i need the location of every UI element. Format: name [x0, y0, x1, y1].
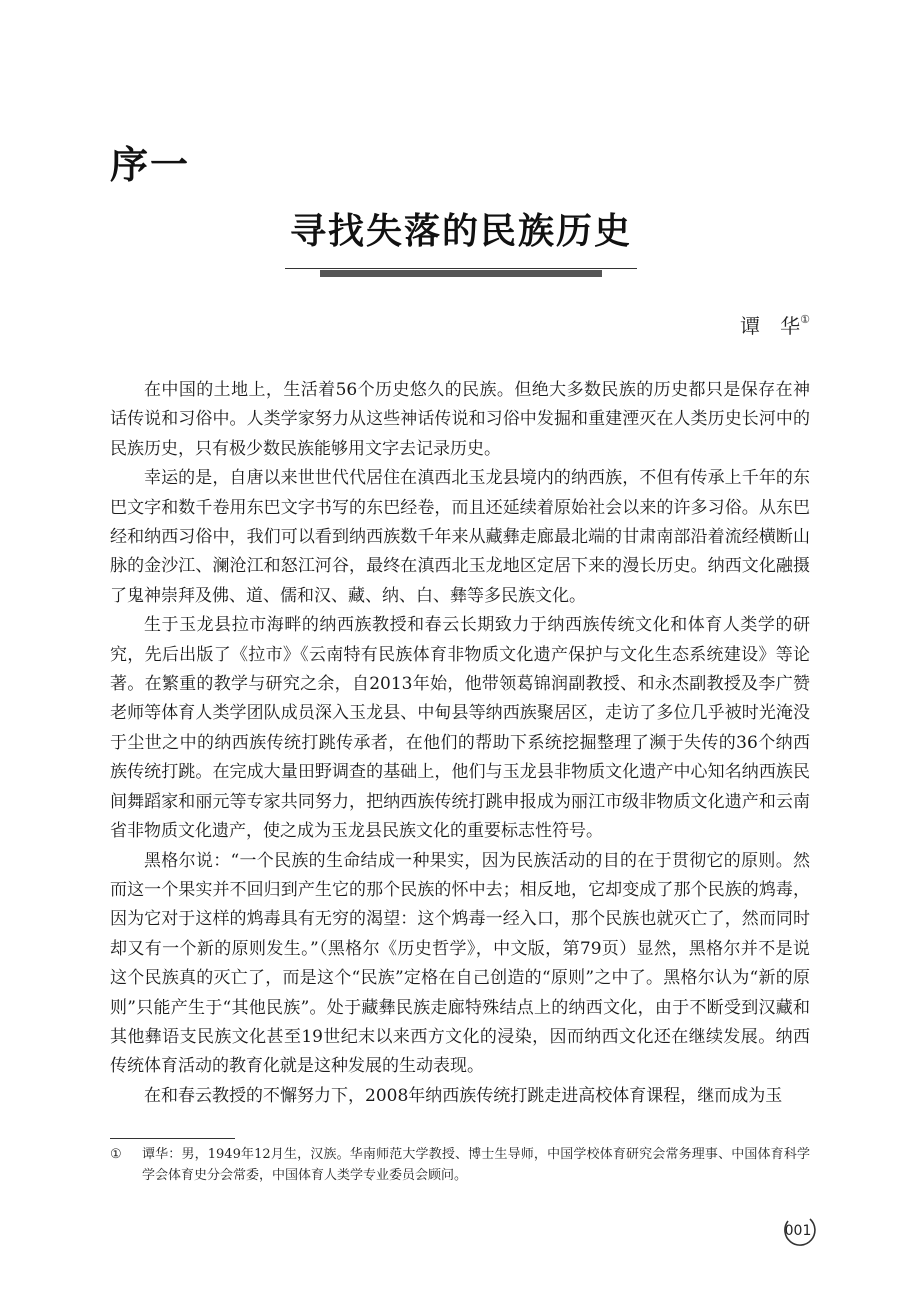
footnote-mark: ① — [110, 1147, 122, 1162]
paragraph: 在和春云教授的不懈努力下，2008年纳西族传统打跳走进高校体育课程，继而成为玉 — [144, 1085, 783, 1106]
footnote-divider — [110, 1138, 235, 1139]
footnote — [110, 1144, 810, 1186]
paragraph: 幸运的是，自唐以来世世代代居住在滇西北玉龙县境内的纳西族，不但有传承上千年的东巴文字和数千卷用东巴文字书写的东巴经卷，而且还延续着原始社会以来的许多习俗。从东巴经和纳西习俗中，我们可以看到纳西族数千年来从藏彝走廊最北端的甘肃南部沿着流经横断山脉的金沙江、澜沧江和怒江河谷，最终在滇西北玉龙地区定居下来的漫长历史。纳西文化融摄了鬼神崇拜及佛、道、儒和汉、藏、纳、白、彝等多民族文化。 — [110, 468, 810, 606]
body-text — [110, 376, 810, 1111]
footnote-text: 谭华：男，1949年12月生，汉族。华南师范大学教授、博士生导师，中国学校体育研究会常务理事、中国体育科学学会体育史分会常委，中国体育人类学专业委员会顾问。 — [142, 1147, 810, 1183]
page-title: 寻找失落的民族历史 — [289, 211, 632, 252]
paragraph: 黑格尔说：“一个民族的生命结成一种果实，因为民族活动的目的在于贯彻它的原则。然而这一个果实并不回归到产生它的那个民族的怀中去；相反地，它却变成了那个民族的鸩毒，因为它对于这样的鸩毒具有无穷的渴望：这个鸩毒一经入口，那个民族也就灭亡了，然而同时却又有一个新的原则发生。”（黑格尔《历史哲学》，中文版，第79页）显然，黑格尔并不是说这个民族真的灭亡了，而是这个“民族”定格在自己创造的“原则”之中了。黑格尔认为“新的原则”只能产生于“其他民族”。处于藏彝民族走廊特殊结点上的纳西文化，由于不断受到汉藏和其他彝语支民族文化甚至19世纪末以来西方文化的浸染，因而纳西文化还在继续发展。纳西传统体育活动的教育化就是这种发展的生动表现。 — [110, 850, 810, 1077]
title-underline-thick — [320, 270, 602, 277]
title-underline-thin — [285, 268, 637, 269]
paragraph: 在中国的土地上，生活着56个历史悠久的民族。但绝大多数民族的历史都只是保存在神话传说和习俗中。人类学家努力从这些神话传说和习俗中发掘和重建湮灭在人类历史长河中的民族历史，只有极少数民族能够用文字去记录历史。 — [110, 380, 810, 459]
page-number-text: 001 — [784, 1223, 812, 1239]
page-number — [780, 1213, 816, 1249]
chapter-label: 序一 — [110, 143, 191, 187]
paragraph: 生于玉龙县拉市海畔的纳西族教授和春云长期致力于纳西族传统文化和体育人类学的研究，先后出版了《拉市》《云南特有民族体育非物质文化遗产保护与文化生态系统建设》等论著。在繁重的教学与研究之余，自2013年始，他带领葛锦润副教授、和永杰副教授及李广赞老师等体育人类学团队成员深入玉龙县、中甸县等纳西族聚居区，走访了多位几乎被时光淹没于尘世之中的纳西族传统打跳传承者，在他们的帮助下系统挖掘整理了濒于失传的36个纳西族传统打跳。在完成大量田野调查的基础上，他们与玉龙县非物质文化遗产中心知名纳西族民间舞蹈家和丽元等专家共同努力，把纳西族传统打跳申报成为丽江市级非物质文化遗产和云南省非物质文化遗产，使之成为玉龙县民族文化的重要标志性符号。 — [110, 615, 810, 842]
author-line — [740, 313, 810, 338]
author-name: 谭 华 — [740, 314, 801, 338]
author-footnote-mark[interactable]: ① — [800, 313, 810, 326]
